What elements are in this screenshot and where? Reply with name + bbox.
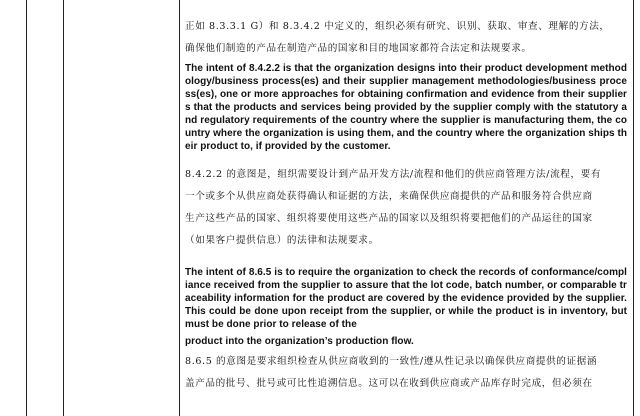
paragraph-zh-8-3-3-1	[185, 16, 627, 60]
paragraph-body: The intent of 8.6.5 is to require the organization to check the records of conformance/compliance received from the supplier to assure that the lot code, batch number, or comparable traceability information for the product are covered by the evidence provided by the supplier. This could be done upon receipt from the supplier, or while the product is in inventory, but must be done prior to release of the	[185, 267, 627, 330]
column-divider	[179, 0, 180, 416]
text-line: 生产这些产品的国家、组织将要使用这些产品的国家以及组织将要把他们的产品运往的国家	[185, 213, 593, 224]
requirements-table	[26, 0, 634, 416]
paragraph-zh-8-6-5	[185, 351, 627, 395]
text-line: 确保他们制造的产品在制造产品的国家和目的地国家都符合法定和法规要求。	[185, 43, 532, 54]
content-cell	[185, 0, 627, 416]
text-line: 8.4.2.2 的意图是，组织需要设计到产品开发方法/流程和他们的供应商管理方法/流程，要有	[185, 169, 602, 180]
text-line: （如果客户提供信息）的法律和法规要求。	[185, 235, 379, 246]
paragraph-zh-8-4-2-2	[185, 164, 627, 252]
paragraph-en-8-4-2-2: The intent of 8.4.2.2 is that the organization designs into their product development methodology/business process(es) and their supplier management methodologies/business process(es), one or more approaches for obtaining confirmation and evidence from their suppliers that the products and services being provided by the supplier comply with the statutory and regulatory requirements of the country where the supplier is manufacturing them, the country where the organization is using them, and the country where the organization ships their product to, if provided by the customer.	[185, 63, 627, 152]
text-line: 8.6.5 的意图是要求组织检查从供应商收到的一致性/遵从性记录以确保供应商提供的证据涵	[185, 356, 598, 367]
paragraph-last-line: product into the organization’s production flow.	[185, 336, 414, 347]
text-line: 盖产品的批号、批号或可比性追溯信息。这可以在收到供应商或产品库存时完成，但必须在	[185, 378, 593, 389]
text-line: 一个或多个从供应商处获得确认和证据的方法，来确保供应商提供的产品和服务符合供应商	[185, 191, 593, 202]
text-line: 正如 8.3.3.1 G）和 8.3.4.2 中定义的，组织必须有研究、识别、获取、审查、理解的方法，	[185, 21, 610, 32]
paragraph-en-8-6-5	[185, 266, 627, 353]
column-divider	[63, 0, 64, 416]
